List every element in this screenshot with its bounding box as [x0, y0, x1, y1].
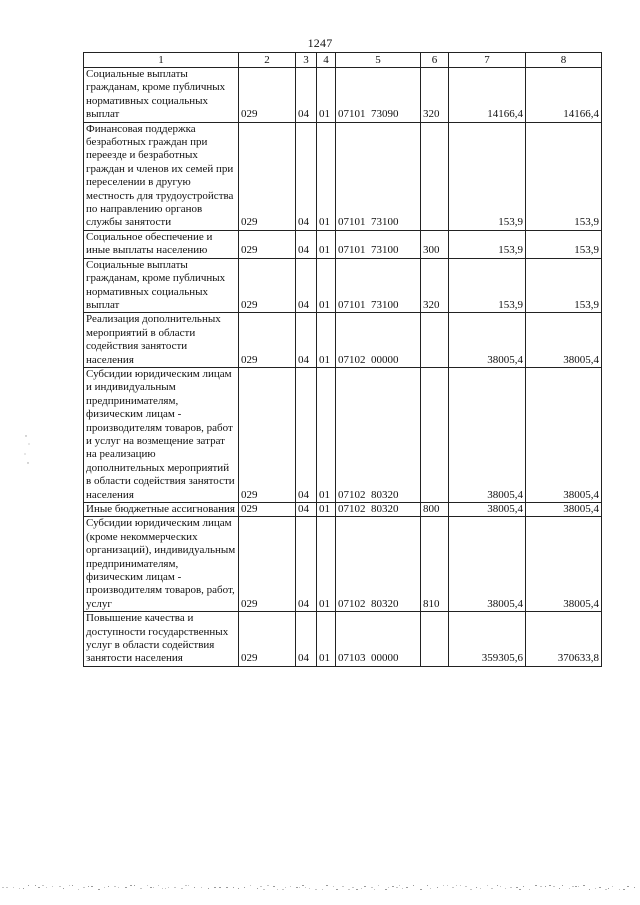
row-subsection: 01: [317, 517, 336, 612]
row-amount-2: 38005,4: [526, 367, 602, 502]
row-expense-type: [421, 612, 449, 667]
col-header-7: 7: [449, 53, 526, 68]
row-subsection: 01: [317, 230, 336, 258]
row-subsection: 01: [317, 122, 336, 230]
row-section: 04: [296, 503, 317, 517]
row-amount-2: 153,9: [526, 122, 602, 230]
row-section: 04: [296, 122, 317, 230]
row-expense-type: 800: [421, 503, 449, 517]
row-amount-1: 153,9: [449, 258, 526, 313]
row-amount-2: 153,9: [526, 230, 602, 258]
row-subsection: 01: [317, 612, 336, 667]
row-expense-type: [421, 313, 449, 368]
row-amount-1: 38005,4: [449, 517, 526, 612]
row-ministry-code: 029: [239, 68, 296, 123]
row-name: Субсидии юридическим лицам (кроме некоммерческих организаций), индивидуальным предпринимателям, физическим лицам - производителям товаров, работ, услуг: [84, 517, 239, 612]
row-expense-type: 810: [421, 517, 449, 612]
table-row: [84, 230, 602, 258]
row-subsection: 01: [317, 313, 336, 368]
row-ministry-code: 029: [239, 258, 296, 313]
table-row: [84, 258, 602, 313]
scan-noise-strip: [0, 884, 640, 892]
header-row: [84, 53, 602, 68]
row-target-code: 07101 73100: [336, 258, 421, 313]
table-row: [84, 367, 602, 502]
row-subsection: 01: [317, 503, 336, 517]
table-row: [84, 313, 602, 368]
row-section: 04: [296, 258, 317, 313]
row-ministry-code: 029: [239, 612, 296, 667]
row-amount-1: 38005,4: [449, 367, 526, 502]
row-amount-1: 14166,4: [449, 68, 526, 123]
table-row: [84, 122, 602, 230]
row-target-code: 07102 80320: [336, 517, 421, 612]
table-row: [84, 612, 602, 667]
row-section: 04: [296, 230, 317, 258]
col-header-5: 5: [336, 53, 421, 68]
col-header-3: 3: [296, 53, 317, 68]
row-name: Социальное обеспечение и иные выплаты населению: [84, 230, 239, 258]
row-name: Реализация дополнительных мероприятий в области содействия занятости населения: [84, 313, 239, 368]
row-target-code: 07103 00000: [336, 612, 421, 667]
table-row: [84, 503, 602, 517]
row-section: 04: [296, 68, 317, 123]
row-ministry-code: 029: [239, 313, 296, 368]
col-header-8: 8: [526, 53, 602, 68]
row-amount-2: 153,9: [526, 258, 602, 313]
row-subsection: 01: [317, 367, 336, 502]
col-header-4: 4: [317, 53, 336, 68]
row-amount-2: 38005,4: [526, 313, 602, 368]
budget-table: [83, 52, 602, 667]
row-name: Социальные выплаты гражданам, кроме публичных нормативных социальных выплат: [84, 258, 239, 313]
row-amount-1: 359305,6: [449, 612, 526, 667]
row-ministry-code: 029: [239, 122, 296, 230]
row-amount-2: 14166,4: [526, 68, 602, 123]
row-amount-2: 370633,8: [526, 612, 602, 667]
table-row: [84, 517, 602, 612]
row-expense-type: 300: [421, 230, 449, 258]
scan-margin-marks: [22, 430, 34, 470]
row-amount-2: 38005,4: [526, 517, 602, 612]
col-header-6: 6: [421, 53, 449, 68]
col-header-1: 1: [84, 53, 239, 68]
row-expense-type: [421, 367, 449, 502]
row-target-code: 07101 73090: [336, 68, 421, 123]
row-amount-1: 153,9: [449, 230, 526, 258]
row-expense-type: [421, 122, 449, 230]
page-number: 1247: [307, 36, 333, 50]
row-amount-1: 38005,4: [449, 313, 526, 368]
row-ministry-code: 029: [239, 367, 296, 502]
row-name: Повышение качества и доступности государственных услуг в области содействия занятости населения: [84, 612, 239, 667]
row-target-code: 07101 73100: [336, 122, 421, 230]
row-section: 04: [296, 517, 317, 612]
row-ministry-code: 029: [239, 517, 296, 612]
row-target-code: 07102 00000: [336, 313, 421, 368]
row-expense-type: 320: [421, 68, 449, 123]
row-section: 04: [296, 313, 317, 368]
row-name: Иные бюджетные ассигнования: [84, 503, 239, 517]
row-subsection: 01: [317, 68, 336, 123]
row-name: Социальные выплаты гражданам, кроме публичных нормативных социальных выплат: [84, 68, 239, 123]
row-target-code: 07102 80320: [336, 367, 421, 502]
row-name: Субсидии юридическим лицам и индивидуальным предпринимателям, физическим лицам - производителям товаров, работ и услуг на возмещение затрат на реализацию дополнительных мероприятий в области содействия занятости населения: [84, 367, 239, 502]
row-name: Финансовая поддержка безработных граждан при переезде и безработных граждан и членов их семей при переселении в другую местность для трудоустройства по направлению органов службы занятости: [84, 122, 239, 230]
table-row: [84, 68, 602, 123]
row-target-code: 07102 80320: [336, 503, 421, 517]
row-amount-1: 38005,4: [449, 503, 526, 517]
row-amount-2: 38005,4: [526, 503, 602, 517]
row-target-code: 07101 73100: [336, 230, 421, 258]
row-section: 04: [296, 612, 317, 667]
row-subsection: 01: [317, 258, 336, 313]
col-header-2: 2: [239, 53, 296, 68]
row-ministry-code: 029: [239, 503, 296, 517]
row-amount-1: 153,9: [449, 122, 526, 230]
row-ministry-code: 029: [239, 230, 296, 258]
row-expense-type: 320: [421, 258, 449, 313]
row-section: 04: [296, 367, 317, 502]
